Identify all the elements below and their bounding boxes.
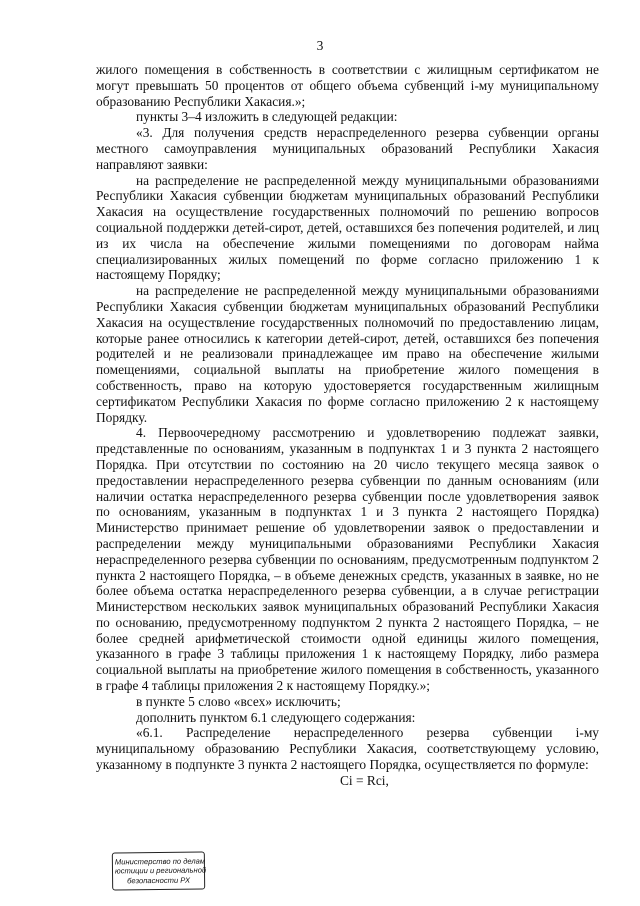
paragraph: в пункте 5 слово «всех» исключить;: [136, 693, 341, 709]
formula: Ci = Rci,: [340, 772, 389, 788]
paragraph: «3. Для получения средств нераспределенного резерва субвенции органы местного самоуправления муниципальных образований Республики Хакасия направляют заявки:: [96, 125, 599, 172]
stamp-line: безопасности РХ: [127, 875, 191, 886]
paragraph: жилого помещения в собственность в соответствии с жилищным сертификатом не могут превышать 50 процентов от общего объема субвенций i-му муниципальному образованию Республики Хакасия.»;: [96, 62, 599, 109]
paragraph: «6.1. Распределение нераспределенного резерва субвенции i-му муниципальному образованию Республики Хакасия, соответствующему условию, указанному в подпункте 3 пункта 2 настоящего Порядка, осуществляется по формуле:: [96, 725, 599, 773]
paragraph: на распределение не распределенной между муниципальными образованиями Республики Хакасия субвенции бюджетам муниципальных образований Республики Хакасия на осуществление государственных полномочий по решению вопросов социальной поддержки детей-сирот, детей, оставшихся без попечения родителей, и лиц из их числа на обеспечение жилыми помещениями по договорам найма специализированных жилых помещений по форме согласно приложению 1 к настоящему Порядку;: [96, 172, 599, 283]
page-number: 3: [316, 38, 324, 53]
paragraph: на распределение не распределенной между муниципальными образованиями Республики Хакасия субвенции бюджетам муниципальных образований Республики Хакасия на осуществление государственных полномочий по предоставлению лицам, которые ранее относились к категории детей-сирот, детей, оставшихся без попечения родителей и не реализовали принадлежащее им право на обеспечение жилыми помещениями, социальной выплаты на приобретение жилого помещения в собственность, право на которую удостоверяется государственным жилищным сертификатом Республики Хакасия по форме согласно приложению 2 к настоящему Порядку.: [96, 283, 599, 425]
ministry-stamp: [112, 852, 205, 891]
paragraph: дополнить пунктом 6.1 следующего содержания:: [136, 709, 416, 725]
stamp-line: Министерство по делам: [114, 856, 206, 867]
stamp-line: юстиции и региональной: [114, 865, 207, 876]
paragraph: пункты 3–4 изложить в следующей редакции:: [136, 109, 398, 125]
paragraph: 4. Первоочередному рассмотрению и удовлетворению подлежат заявки, представленные по основаниям, указанным в подпунктах 1 и 3 пункта 2 настоящего Порядка. При отсутствии по состоянию на 20 число текущего месяца заявок о предоставлении нераспределенного резерва субвенции по данным основаниям (или наличии остатка нераспределенного резерва субвенции после удовлетворения заявок по основаниям, указанным в подпунктах 1 и 3 пункта 2 настоящего Порядка) Министерство принимает решение об удовлетворении заявок о предоставлении и распределении между муниципальными образованиями Республики Хакасия нераспределенного резерва субвенции по основаниям, предусмотренным подпунктом 2 пункта 2 настоящего Порядка, – в объеме денежных средств, указанных в заявке, но не более объема остатка нераспределенного резерва субвенции, а в случае регистрации Министерством нескольких заявок муниципальных образований Республики Хакасия по основанию, предусмотренному подпунктом 2 пункта 2 настоящего Порядка, – не более средней арифметической стоимости одной единицы жилого помещения, указанного в графе 3 таблицы приложения 1 к настоящему Порядку, либо размера социальной выплаты на приобретение жилого помещения в собственность, указанного в графе 4 таблицы приложения 2 к настоящему Порядку.»;: [96, 425, 599, 694]
document-body: [96, 62, 599, 789]
